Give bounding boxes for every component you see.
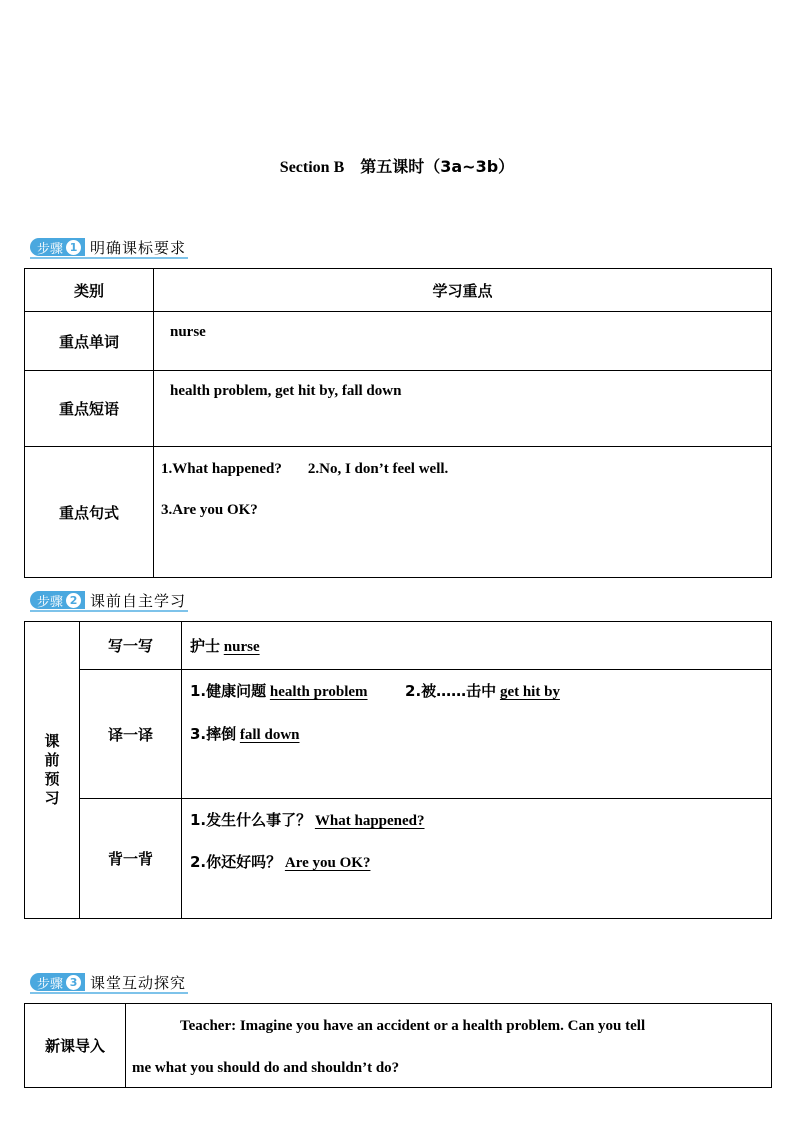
row-content [154, 447, 772, 578]
row-category: 重点单词 [25, 312, 154, 371]
write-prompt: 护士 [190, 637, 221, 655]
title-lesson: 第五课时（3a~3b） [360, 157, 515, 176]
step3-number: 3 [66, 975, 81, 990]
row-content: health problem, get hit by, fall down [154, 371, 772, 447]
table-row [25, 312, 772, 371]
step1-number: 1 [66, 240, 81, 255]
step2-label: 课前自主学习 [90, 591, 187, 610]
row-category: 背一背 [80, 799, 182, 919]
preview-table [24, 621, 772, 919]
sentence-1: 1.What happened? [161, 461, 282, 477]
row-category: 写一写 [80, 622, 182, 670]
translate-answer-3: fall down [239, 727, 300, 743]
page-title [0, 154, 794, 177]
step2-word: 步骤 [37, 594, 64, 610]
intro-line-1: Teacher: Imagine you have an accident or a health problem. Can you tell [180, 1018, 646, 1034]
step2-number: 2 [66, 593, 81, 608]
step1-badge [30, 238, 85, 256]
recite-answer-1: What happened? [314, 813, 425, 829]
recite-prompt-2: 2.你还好吗？ [190, 853, 282, 871]
translate-prompt-2: 2.被……击中 [405, 682, 497, 700]
key-points-table [24, 268, 772, 578]
intro-line-2: me what you should do and shouldn’t do? [132, 1060, 400, 1076]
table-row [25, 670, 772, 799]
table-row [25, 1004, 772, 1088]
table-row [25, 447, 772, 578]
row-content [182, 799, 772, 919]
row-content [182, 622, 772, 670]
row-category: 新课导入 [25, 1004, 126, 1088]
table-row [25, 799, 772, 919]
step2-badge [30, 591, 85, 609]
row-category: 重点句式 [25, 447, 154, 578]
step1-label: 明确课标要求 [90, 238, 187, 257]
step3-label: 课堂互动探究 [90, 973, 187, 992]
title-section: Section B [279, 159, 345, 176]
step3-header [30, 972, 188, 994]
side-label: 课前预习 [44, 732, 60, 807]
write-answer: nurse [223, 639, 260, 655]
row-category: 译一译 [80, 670, 182, 799]
intro-table [24, 1003, 772, 1088]
table-header-row [25, 269, 772, 312]
row-content: nurse [154, 312, 772, 371]
row-category: 重点短语 [25, 371, 154, 447]
translate-prompt-1: 1.健康问题 [190, 682, 267, 700]
row-content [126, 1004, 772, 1088]
table-row [25, 371, 772, 447]
step1-word: 步骤 [37, 241, 64, 257]
step1-header [30, 237, 188, 259]
translate-answer-2: get hit by [499, 684, 560, 700]
header-category: 类别 [25, 269, 154, 312]
translate-prompt-3: 3.摔倒 [190, 725, 237, 743]
sentence-2: 2.No, I don’t feel well. [307, 461, 449, 477]
step3-badge [30, 973, 85, 991]
recite-answer-2: Are you OK? [284, 855, 371, 871]
step2-header [30, 590, 188, 612]
table-row [25, 622, 772, 670]
translate-answer-1: health problem [269, 684, 368, 700]
header-key-points: 学习重点 [154, 269, 772, 312]
sentence-3: 3.Are you OK? [161, 502, 258, 518]
row-content [182, 670, 772, 799]
side-label-cell [25, 622, 80, 919]
step3-word: 步骤 [37, 976, 64, 992]
recite-prompt-1: 1.发生什么事了？ [190, 811, 312, 829]
